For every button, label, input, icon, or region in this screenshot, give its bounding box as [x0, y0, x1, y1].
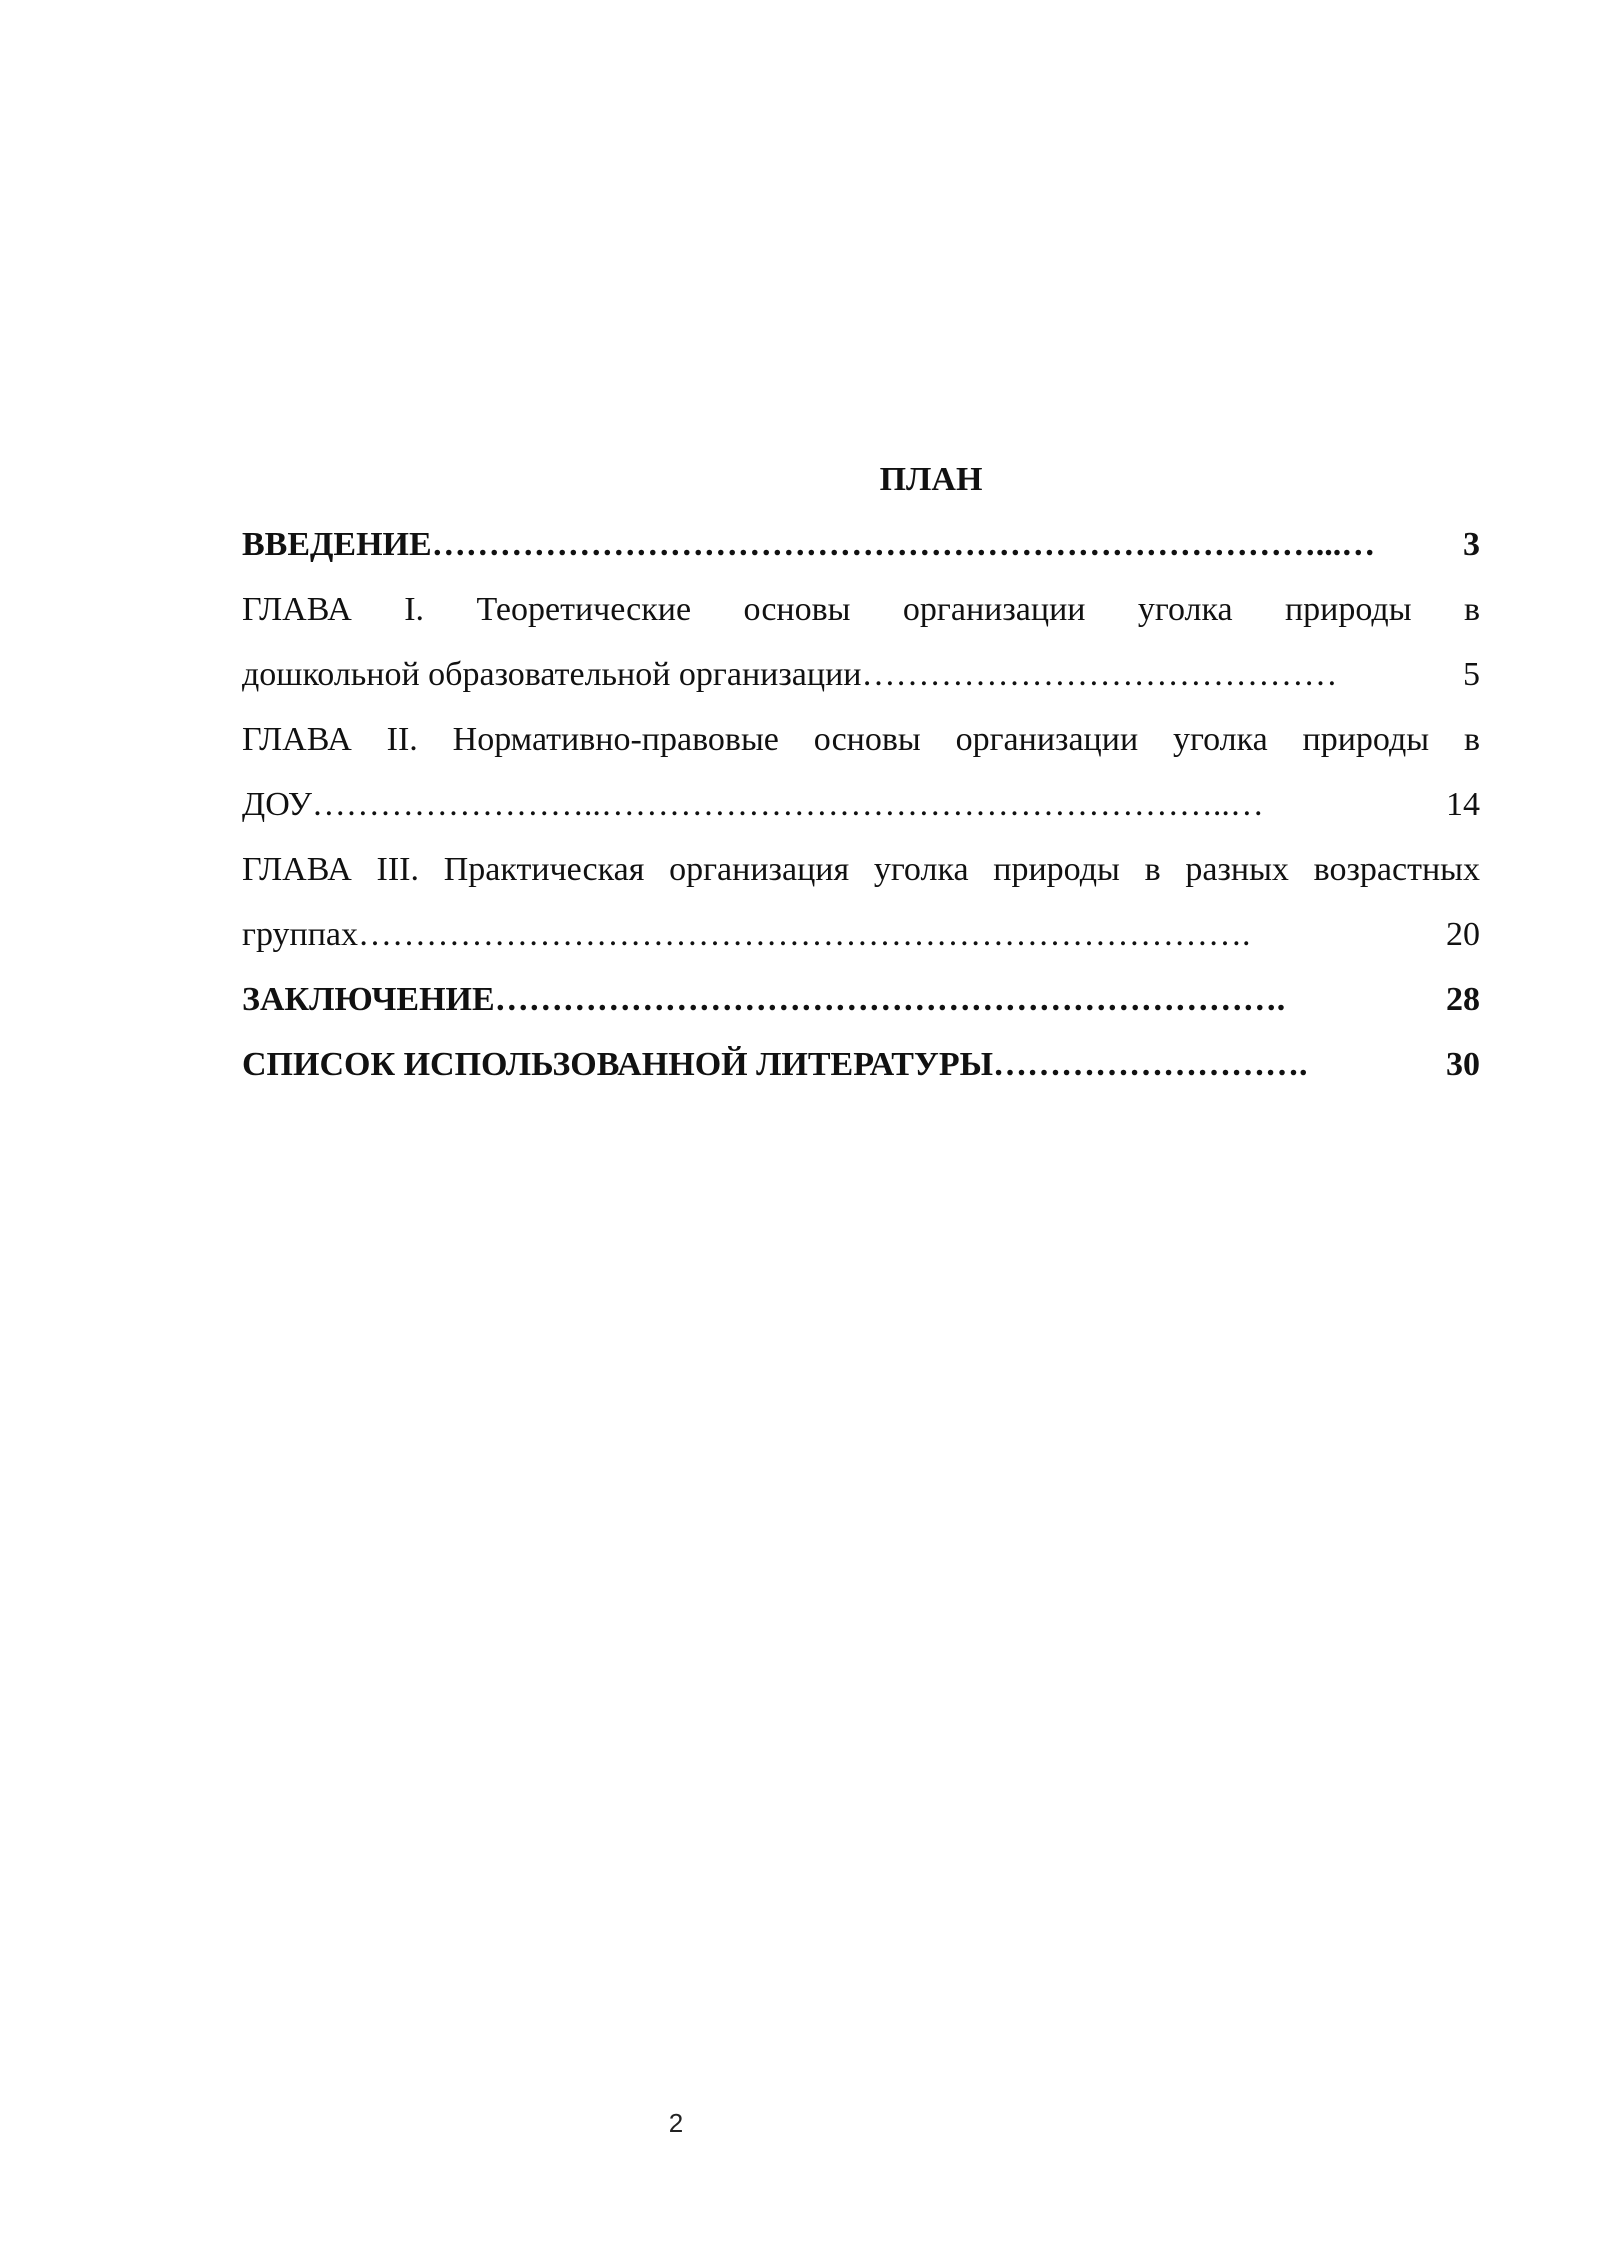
toc-entry-page: 14 [1446, 786, 1480, 823]
toc-entry-lead: ГЛАВА I. Теоретические основы организации уголка природы в [242, 591, 1480, 628]
toc-entry-line [242, 512, 1480, 577]
toc-entry-chapter-1 [242, 577, 1480, 707]
toc-entry-chapter-2 [242, 707, 1480, 837]
toc-entry-chapter-3 [242, 837, 1480, 967]
toc-entry-leader: ……………………..………………………………………………..… [311, 786, 1264, 823]
toc-entry-line [242, 902, 1480, 967]
toc-entry-text: дошкольной образовательной организации [242, 656, 862, 693]
toc-entry-references [242, 1032, 1480, 1097]
toc-entry-line [242, 642, 1480, 707]
toc-entry-page: 30 [1446, 1046, 1480, 1083]
toc-entry-line [242, 1032, 1480, 1097]
toc-entry-line [242, 772, 1480, 837]
toc-entry-text: ВВЕДЕНИЕ [242, 526, 432, 563]
table-of-contents [242, 448, 1480, 1097]
toc-entry-text: ЗАКЛЮЧЕНИЕ [242, 981, 495, 1018]
toc-entry-leader: …………………………………… [861, 656, 1338, 693]
toc-entry-text: ДОУ [242, 786, 312, 823]
toc-entry-line [242, 967, 1480, 1032]
page-number: 2 [668, 2108, 684, 2138]
toc-entry-introduction [242, 512, 1480, 577]
toc-entry-conclusion [242, 967, 1480, 1032]
toc-entry-text: группах [242, 916, 358, 953]
toc-entry-page: 3 [1463, 526, 1480, 563]
toc-entry-lead: ГЛАВА II. Нормативно-правовые основы организации уголка природы в [242, 721, 1480, 758]
toc-entry-leader: ……………………………………………………………………. [357, 916, 1251, 953]
toc-entry-page: 5 [1463, 656, 1480, 693]
toc-entry-leader: ……………………………………………………………. [494, 981, 1286, 1018]
toc-entry-page: 28 [1446, 981, 1480, 1018]
toc-title: ПЛАН [879, 461, 983, 498]
toc-entry-text: СПИСОК ИСПОЛЬЗОВАННОЙ ЛИТЕРАТУРЫ [242, 1046, 993, 1083]
toc-entry-lead: ГЛАВА III. Практическая организация уголка природы в разных возрастных [242, 851, 1480, 888]
toc-entry-page: 20 [1446, 916, 1480, 953]
toc-entry-leader: ………………………. [993, 1046, 1308, 1083]
toc-entry-leader: ……………………………………………………………………...… [431, 526, 1376, 563]
